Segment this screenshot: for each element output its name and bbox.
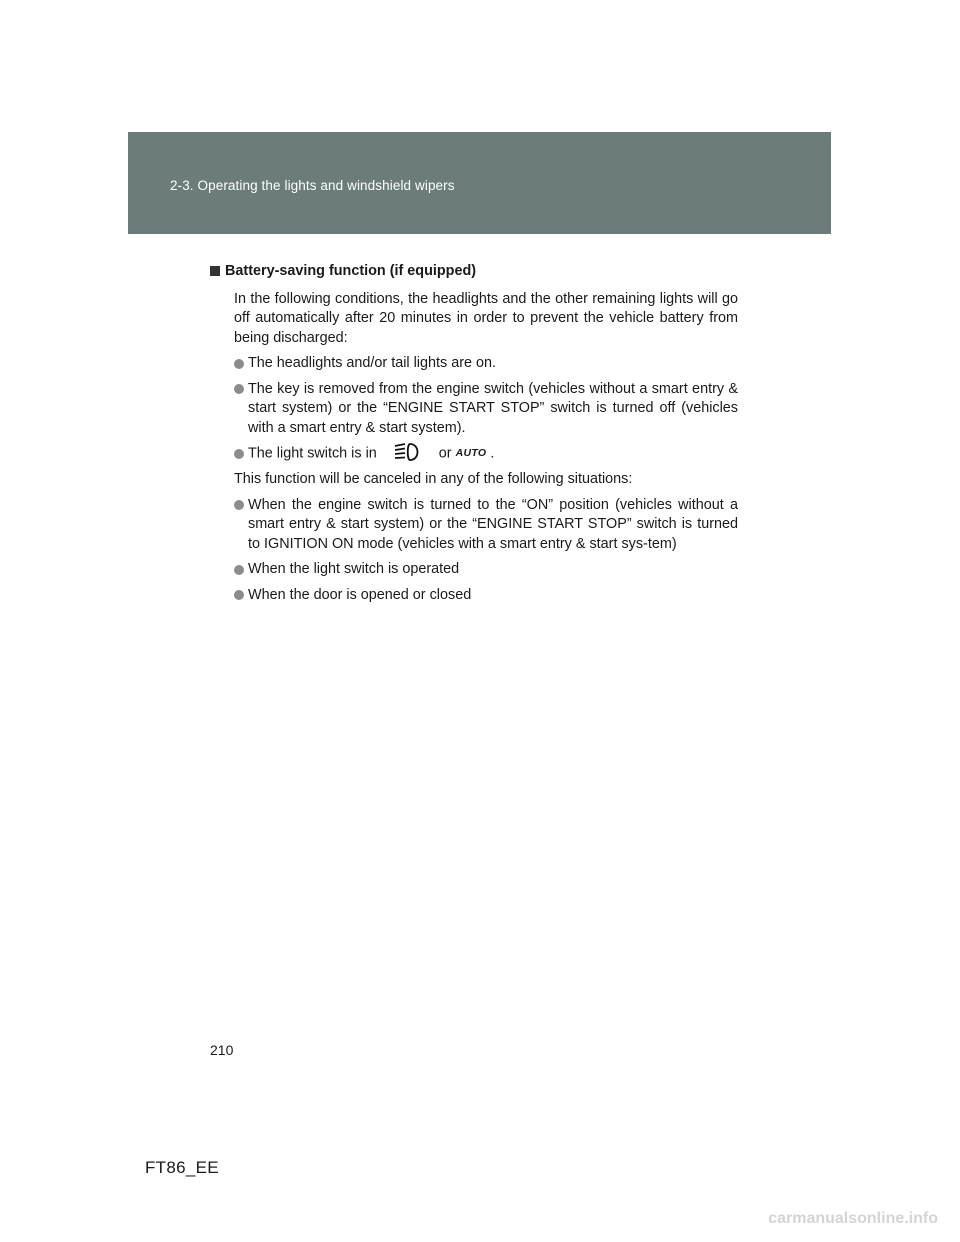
list-item-text: When the light switch is operated — [248, 561, 460, 578]
cancel-conditions-list — [234, 496, 738, 606]
watermark: carmanualsonline.info — [768, 1210, 938, 1227]
list-item-text: The headlights and/or tail lights are on. — [248, 355, 496, 371]
page-number: 210 — [210, 1042, 234, 1058]
dot-bullet-icon — [234, 565, 244, 575]
light-switch-connector: or — [438, 445, 452, 462]
dot-bullet-icon — [234, 384, 244, 394]
light-switch-suffix: . — [490, 445, 495, 462]
square-bullet-icon — [210, 266, 220, 276]
list-item-text: When the engine switch is turned to the “ON” position (vehicles without a smart entry & start system) or the “ENGINE START STOP” switch is turned to IGNITION ON mode (vehicles with a smart entry & start sys-tem) — [248, 496, 738, 552]
list-item-text: The key is removed from the engine switch (vehicles without a smart entry & start system) or the “ENGINE START STOP” switch is turned off (vehicles with a smart entry & start system). — [248, 380, 738, 436]
list-item — [234, 444, 738, 464]
light-switch-prefix: The light switch is in — [248, 445, 377, 462]
list-item — [234, 496, 738, 555]
section-heading-text: Battery-saving function (if equipped) — [225, 263, 477, 279]
list-item — [234, 380, 738, 439]
list-item-light-switch — [248, 444, 738, 464]
intro-paragraph: In the following conditions, the headlights and the other remaining lights will go off automatically after 20 minutes in order to prevent the vehicle battery from being discharged: — [234, 290, 738, 346]
list-item-text: When the door is opened or closed — [248, 586, 472, 603]
conditions-list — [234, 354, 738, 464]
document-code: FT86_EE — [145, 1158, 219, 1177]
cancel-intro-paragraph: This function will be canceled in any of the following situations: — [234, 471, 633, 488]
headlight-icon — [393, 441, 423, 463]
list-item — [234, 354, 738, 374]
section-title: 2-3. Operating the lights and windshield wipers — [170, 178, 455, 193]
dot-bullet-icon — [234, 359, 244, 369]
list-item — [234, 560, 738, 580]
list-item — [234, 586, 738, 606]
dot-bullet-icon — [234, 449, 244, 459]
section-heading — [210, 262, 738, 282]
content — [210, 262, 738, 611]
dot-bullet-icon — [234, 500, 244, 510]
dot-bullet-icon — [234, 590, 244, 600]
header-band — [128, 132, 831, 234]
auto-icon: AUTO — [455, 447, 487, 459]
